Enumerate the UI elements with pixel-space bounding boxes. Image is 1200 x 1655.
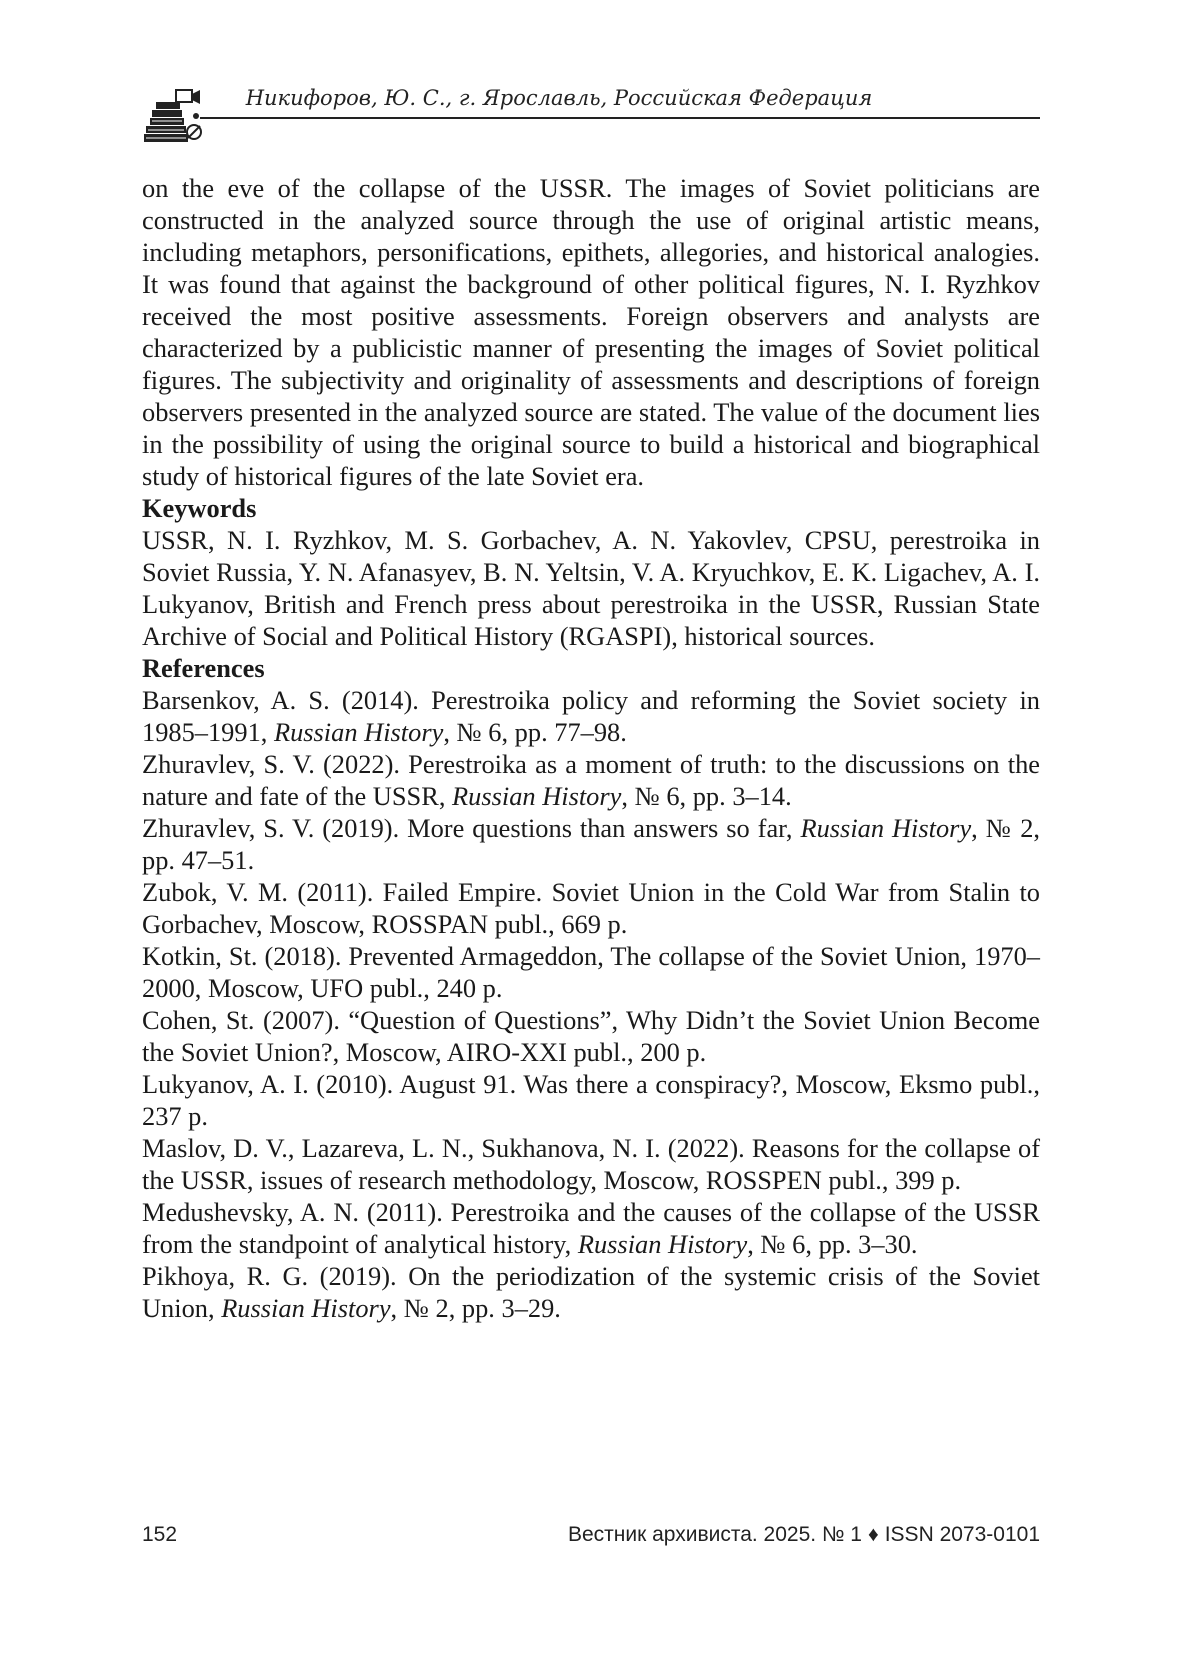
references-heading: References xyxy=(142,653,265,683)
reference-item: Medushevsky, A. N. (2011). Perestroika and the causes of the collapse of the USSR from the standpoint of analytical history, Russian History, № 6, pp. 3–30. xyxy=(142,1197,1040,1259)
reference-item: Cohen, St. (2007). “Question of Questions”, Why Didn’t the Soviet Union Become the Soviet Union?, Moscow, AIRO-XXI publ., 200 p. xyxy=(142,1005,1040,1067)
reference-item: Zubok, V. M. (2011). Failed Empire. Soviet Union in the Cold War from Stalin to Gorbachev, Moscow, ROSSPAN publ., 669 p. xyxy=(142,877,1040,939)
reference-item: Zhuravlev, S. V. (2019). More questions than answers so far, Russian History, № 2, pp. 47–51. xyxy=(142,813,1040,875)
keywords-text: USSR, N. I. Ryzhkov, M. S. Gorbachev, A. N. Yakovlev, CPSU, perestroika in Soviet Russia, Y. N. Afanasyev, B. N. Yeltsin, V. A. Kryuchkov, E. K. Ligachev, A. I. Lukyanov, British and French press about perestroika in the USSR, Russian State Archive of Social and Political History (RGASPI), historical sources. xyxy=(142,525,1040,651)
references-list xyxy=(142,684,1040,1324)
reference-item: Zhuravlev, S. V. (2022). Perestroika as a moment of truth: to the discussions on the nature and fate of the USSR, Russian History, № 6, pp. 3–14. xyxy=(142,749,1040,811)
book-stack-logo-icon xyxy=(142,86,204,146)
issn: ISSN 2073-0101 xyxy=(884,1523,1040,1546)
reference-item: Maslov, D. V., Lazareva, L. N., Sukhanova, N. I. (2022). Reasons for the collapse of the USSR, issues of research methodology, Moscow, ROSSPEN publ., 399 p. xyxy=(142,1133,1040,1195)
abstract-continuation: on the eve of the collapse of the USSR. The images of Soviet politicians are constructed in the analyzed source through the use of original artistic means, including metaphors, personifications, epithets, allegories, and historical analogies. It was found that against the background of other political figures, N. I. Ryzhkov received the most positive assessments. Foreign observers and analysts are characterized by a publicistic manner of presenting the images of Soviet political figures. The subjectivity and originality of assessments and descriptions of foreign observers presented in the analyzed source are stated. The value of the document lies in the possibility of using the original source to build a historical and biographical study of historical figures of the late Soviet era. xyxy=(142,173,1040,491)
journal-footer xyxy=(568,1523,1040,1547)
header-divider xyxy=(200,117,1040,119)
reference-item: Pikhoya, R. G. (2019). On the periodization of the systemic crisis of the Soviet Union, Russian History, № 2, pp. 3–29. xyxy=(142,1261,1040,1323)
reference-item: Barsenkov, A. S. (2014). Perestroika policy and reforming the Soviet society in 1985–1991, Russian History, № 6, pp. 77–98. xyxy=(142,685,1040,747)
diamond-separator-icon: ♦ xyxy=(868,1523,879,1546)
running-head: Никифоров, Ю. С., г. Ярославль, Российская Федерация xyxy=(245,86,873,110)
keywords-heading: Keywords xyxy=(142,493,257,523)
reference-item: Kotkin, St. (2018). Prevented Armageddon, The collapse of the Soviet Union, 1970–2000, Moscow, UFO publ., 240 p. xyxy=(142,941,1040,1003)
journal-title: Вестник архивиста. 2025. № 1 xyxy=(567,1523,862,1546)
article-body xyxy=(142,172,1040,1324)
reference-item: Lukyanov, A. I. (2010). August 91. Was there a conspiracy?, Moscow, Eksmo publ., 237 p. xyxy=(142,1069,1040,1131)
page-number: 152 xyxy=(142,1523,178,1546)
